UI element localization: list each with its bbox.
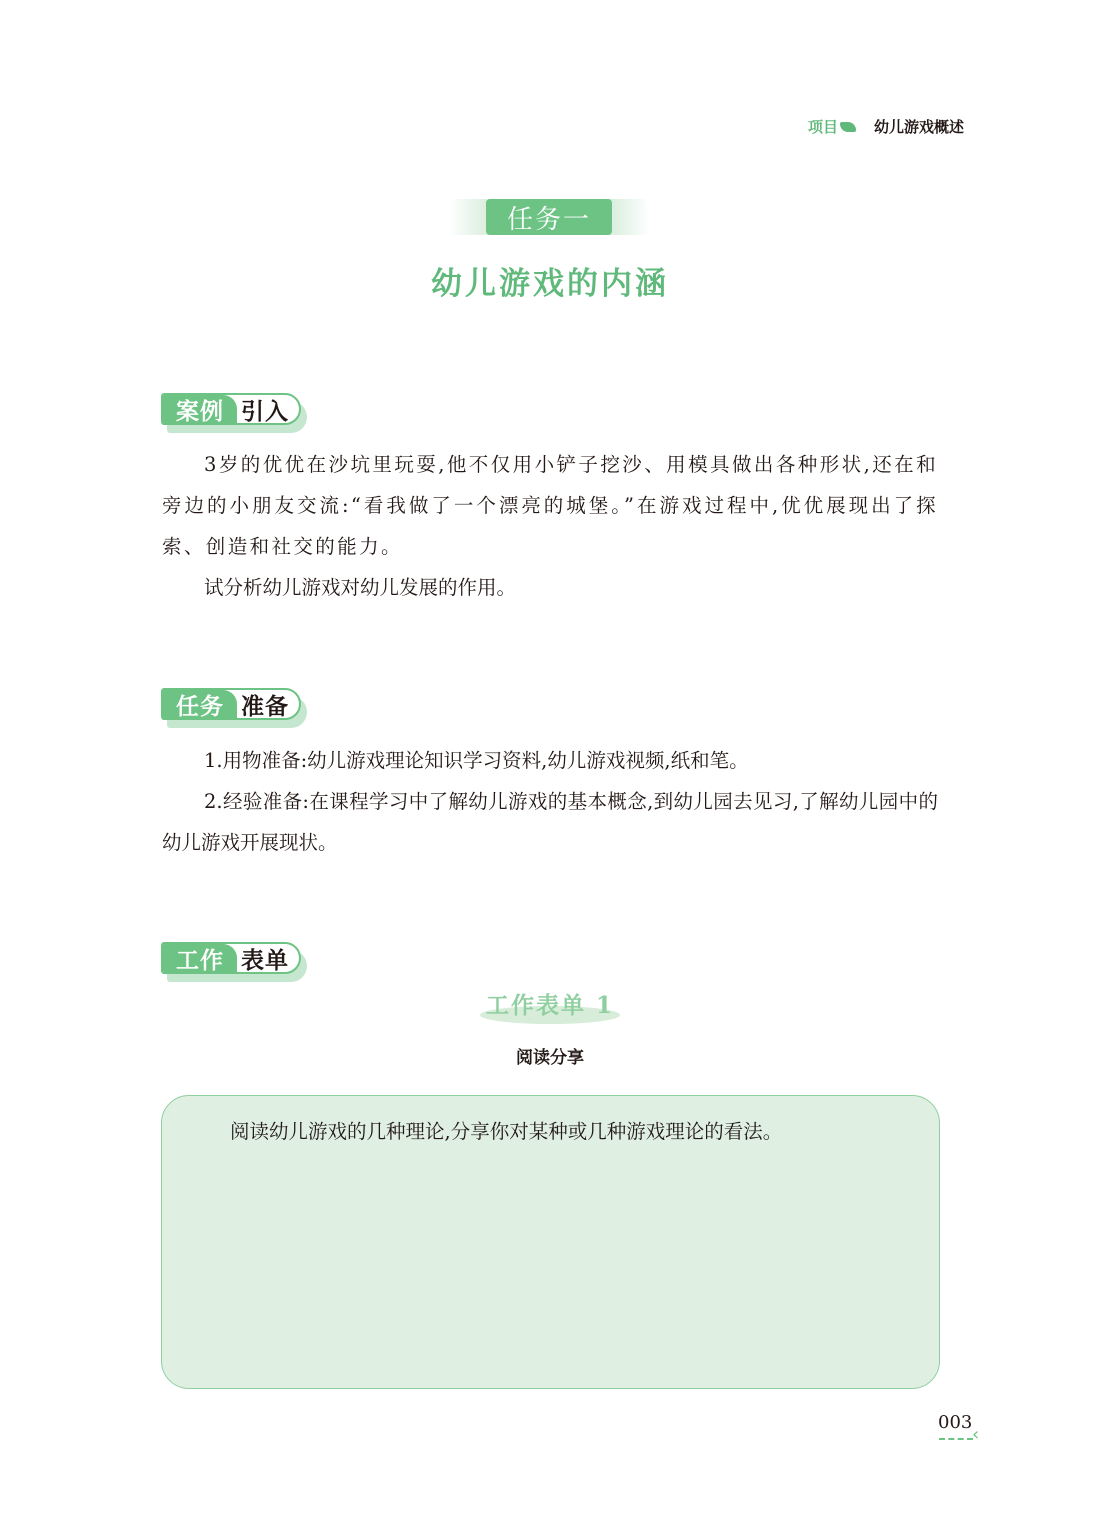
section-header-worksheet <box>161 942 309 982</box>
case-paragraph: 3岁的优优在沙坑里玩耍,他不仅用小铲子挖沙、用模具做出各种形状,还在和旁边的小朋友交流:“看我做了一个漂亮的城堡。”在游戏过程中,优优展现出了探索、创造和社交的能力。 <box>162 453 938 558</box>
page-number-underline <box>939 1438 973 1440</box>
section-header-part-b: 引入 <box>241 397 289 425</box>
prep-item-materials: 1.用物准备:幼儿游戏理论知识学习资料,幼儿游戏视频,纸和笔。 <box>204 749 749 772</box>
running-header <box>808 116 964 137</box>
prep-item-experience: 2.经验准备:在课程学习中了解幼儿游戏的基本概念,到幼儿园去见习,了解幼儿园中的幼儿游戏开展现状。 <box>162 790 938 854</box>
worksheet-subtitle: 阅读分享 <box>516 1048 584 1068</box>
section-header-case-intro <box>161 393 309 433</box>
task-label: 任务一 <box>486 199 612 235</box>
section-header-task-prep <box>161 688 309 728</box>
task-banner <box>449 199 650 235</box>
worksheet-label: 工作表单 1 <box>0 990 1100 1030</box>
task-title: 幼儿游戏的内涵 <box>431 266 669 302</box>
chevron-left-icon: ‹ <box>972 1424 980 1445</box>
case-question: 试分析幼儿游戏对幼儿发展的作用。 <box>204 576 517 599</box>
section-header-part-a: 工作 <box>163 944 237 972</box>
section-header-part-a: 任务 <box>163 690 237 718</box>
worksheet-prompt: 阅读幼儿游戏的几种理论,分享你对某种或几种游戏理论的看法。 <box>230 1120 783 1143</box>
section-header-part-b: 表单 <box>241 946 289 974</box>
chapter-title: 幼儿游戏概述 <box>873 118 964 136</box>
project-label: 项目 <box>807 118 838 136</box>
section-header-part-b: 准备 <box>241 692 289 720</box>
page-number: 003 <box>938 1412 973 1433</box>
section-header-part-a: 案例 <box>163 395 237 423</box>
project-number-mark <box>840 122 856 132</box>
